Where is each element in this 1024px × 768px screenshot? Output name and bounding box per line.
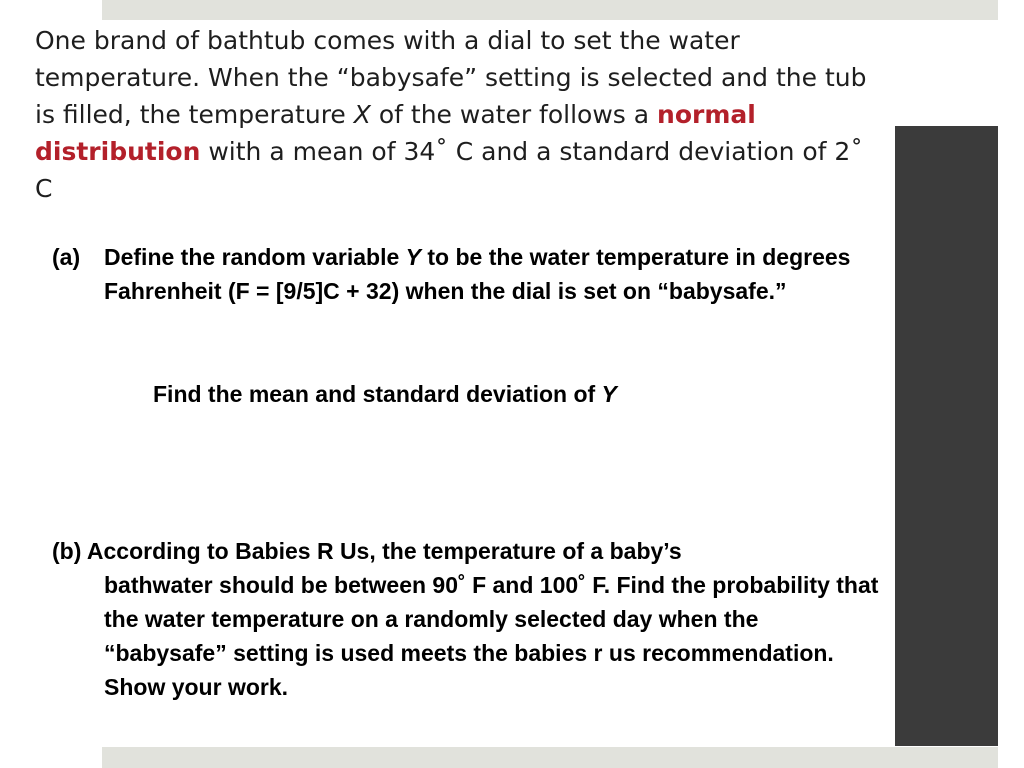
question-b-first-line: (b) According to Babies R Us, the temperature of a baby’s	[52, 538, 682, 564]
question-a-body	[104, 240, 894, 308]
intro-text-3: with a mean of 34˚ C and a standard deviation of 2˚ C	[35, 137, 863, 203]
intro-highlight-normal-distribution: normal distribution	[35, 100, 756, 166]
question-a-task-text: Find the mean and standard deviation of	[153, 381, 602, 407]
problem-intro	[35, 22, 875, 207]
question-a-task-variable-y: Y	[601, 381, 617, 407]
bottom-decorative-bar	[102, 747, 998, 768]
intro-text-1: One brand of bathtub comes with a dial to set the water temperature. When the “babysafe” setting is selected and the tub is filled, the temperature	[35, 26, 867, 129]
question-a-variable-y: Y	[405, 244, 421, 270]
question-a-label: (a)	[52, 244, 81, 270]
side-decorative-panel	[895, 126, 998, 746]
question-a-text-1: Define the random variable	[104, 244, 406, 270]
question-b	[52, 534, 882, 704]
intro-variable-x: X	[353, 100, 371, 129]
top-decorative-bar	[102, 0, 998, 20]
intro-text-2: of the water follows a	[370, 100, 658, 129]
question-a-task	[153, 377, 853, 411]
question-a	[52, 240, 892, 308]
question-a-text-2: to be the water temperature in degrees Fahrenheit (F = [9/5]C + 32) when the dial is set on “babysafe.”	[104, 244, 851, 304]
question-b-body: bathwater should be between 90˚ F and 100˚ F. Find the probability that the water temperature on a randomly selected day when the “babysafe” setting is used meets the babies r us recommendation. Show your work.	[104, 572, 879, 700]
